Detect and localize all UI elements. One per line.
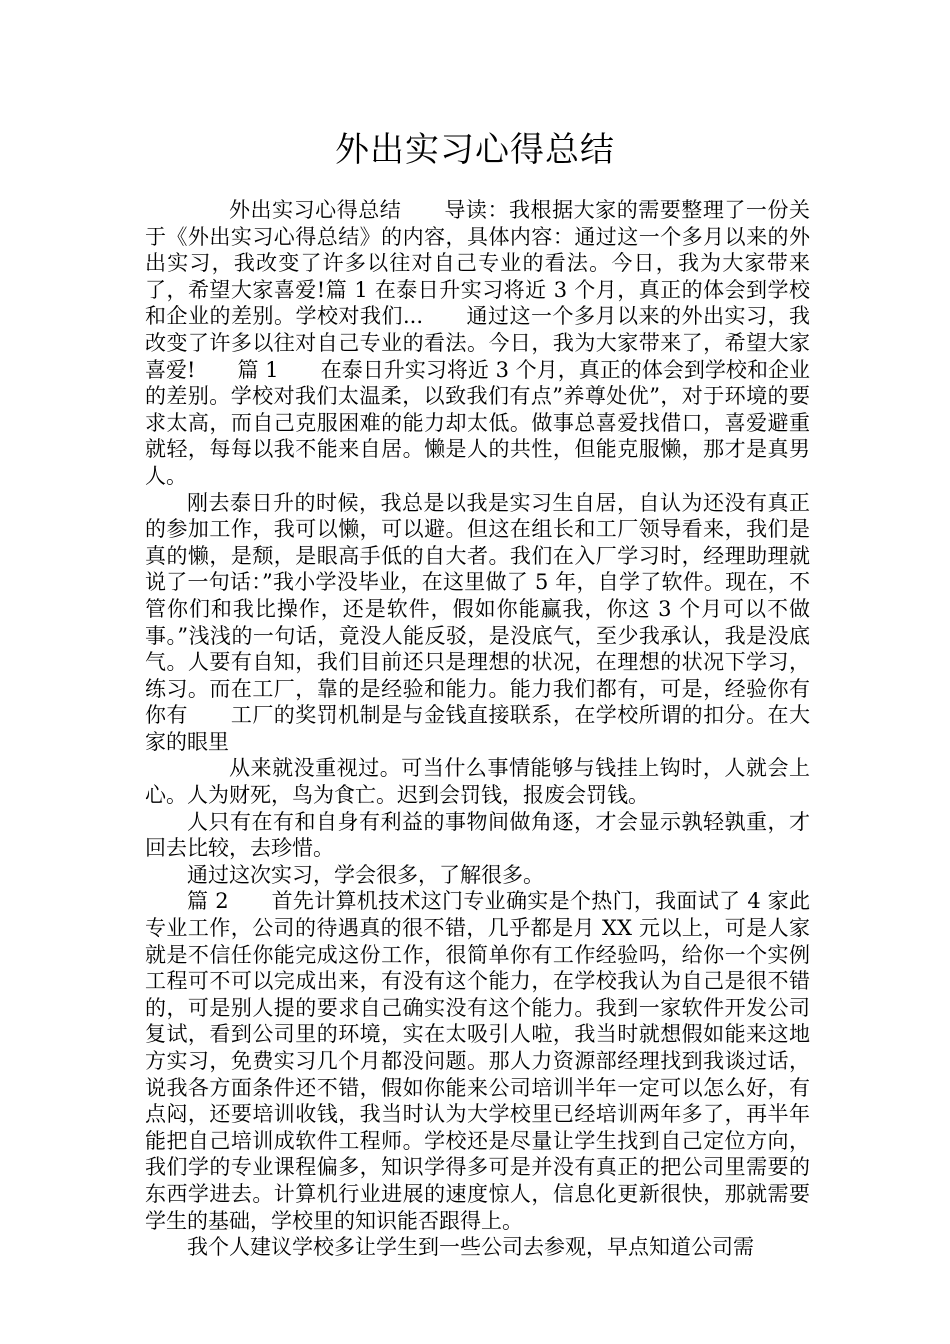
paragraph: 我个人建议学校多让学生到一些公司去参观，早点知道公司需: [187, 1235, 754, 1260]
document-body: [145, 197, 810, 1261]
paragraph: 人只有在有和自身有利益的事物间做角逐，才会显示孰轻孰重，才回去比较，去珍惜。: [145, 809, 810, 861]
paragraph: 从来就没重视过。可当什么事情能够与钱挂上钩时，人就会上心。人为财死，鸟为食亡。迟到会罚钱，报废会罚钱。: [145, 756, 810, 808]
paragraph: 刚去泰日升的时候，我总是以我是实习生自居，自认为还没有真正的参加工作，我可以懒，可以避。但这在组长和工厂领导看来，我们是真的懒，是颓，是眼高手低的自大者。我们在入厂学习时，经理助理就说了一句话：”我小学没毕业，在这里做了 5 年，自学了软件。现在，不管你们和我比操作，还是软件，假如你能赢我，你这 3 个月可以不做事。”浅浅的一句话，竟没人能反驳，是没底气，至少我承认，我是没底气。人要有自知，我们目前还只是理想的状况，在理想的状况下学习，练习。而在工厂，靠的是经验和能力。能力我们都有，可是，经验你有你有 工厂的奖罚机制是与金钱直接联系，在学校所谓的扣分。在大家的眼里: [145, 490, 810, 754]
document-title: 外出实习心得总结: [335, 130, 615, 170]
paragraph: 外出实习心得总结 导读：我根据大家的需要整理了一份关于《外出实习心得总结》的内容，具体内容：通过这一个多月以来的外出实习，我改变了许多以往对自己专业的看法。今日，我为大家带来了，希望大家喜爱!篇 1 在泰日升实习将近 3 个月，真正的体会到学校和企业的差别。学校对我们... 通过这一个多月以来的外出实习，我改变了许多以往对自己专业的看法。今日，我为大家带来了，希望大家喜爱! 篇 1 在泰日升实习将近 3 个月，真正的体会到学校和企业的差别。学校对我们太温柔，以致我们有点”养尊处优”，对于环境的要求太高，而自己克服困难的能力却太低。做事总喜爱找借口，喜爱避重就轻，每每以我不能来自居。懒是人的共性，但能克服懒，那才是真男人。: [145, 198, 810, 488]
paragraph: 通过这次实习，学会很多，了解很多。: [187, 862, 544, 887]
paragraph: 篇 2 首先计算机技术这门专业确实是个热门，我面试了 4 家此专业工作，公司的待遇真的很不错，几乎都是月 XX 元以上，可是人家就是不信任你能完成这份工作，很简单你有工作经验吗，给你一个实例工程可不可以完成出来，有没有这个能力，在学校我认为自己是很不错的，可是别人提的要求自己确实没有这个能力。我到一家软件开发公司复试，看到公司里的环境，实在太吸引人啦，我当时就想假如能来这地方实习，免费实习几个月都没问题。那人力资源部经理找到我谈过话，说我各方面条件还不错，假如你能来公司培训半年一定可以怎么好，有点闷，还要培训收钱，我当时认为大学校里已经培训两年多了，再半年能把自己培训成软件工程师。学校还是尽量让学生找到自己定位方向，我们学的专业课程偏多，知识学得多可是并没有真正的把公司里需要的东西学进去。计算机行业进展的速度惊人，信息化更新很快，那就需要学生的基础，学校里的知识能否跟得上。: [145, 889, 810, 1233]
